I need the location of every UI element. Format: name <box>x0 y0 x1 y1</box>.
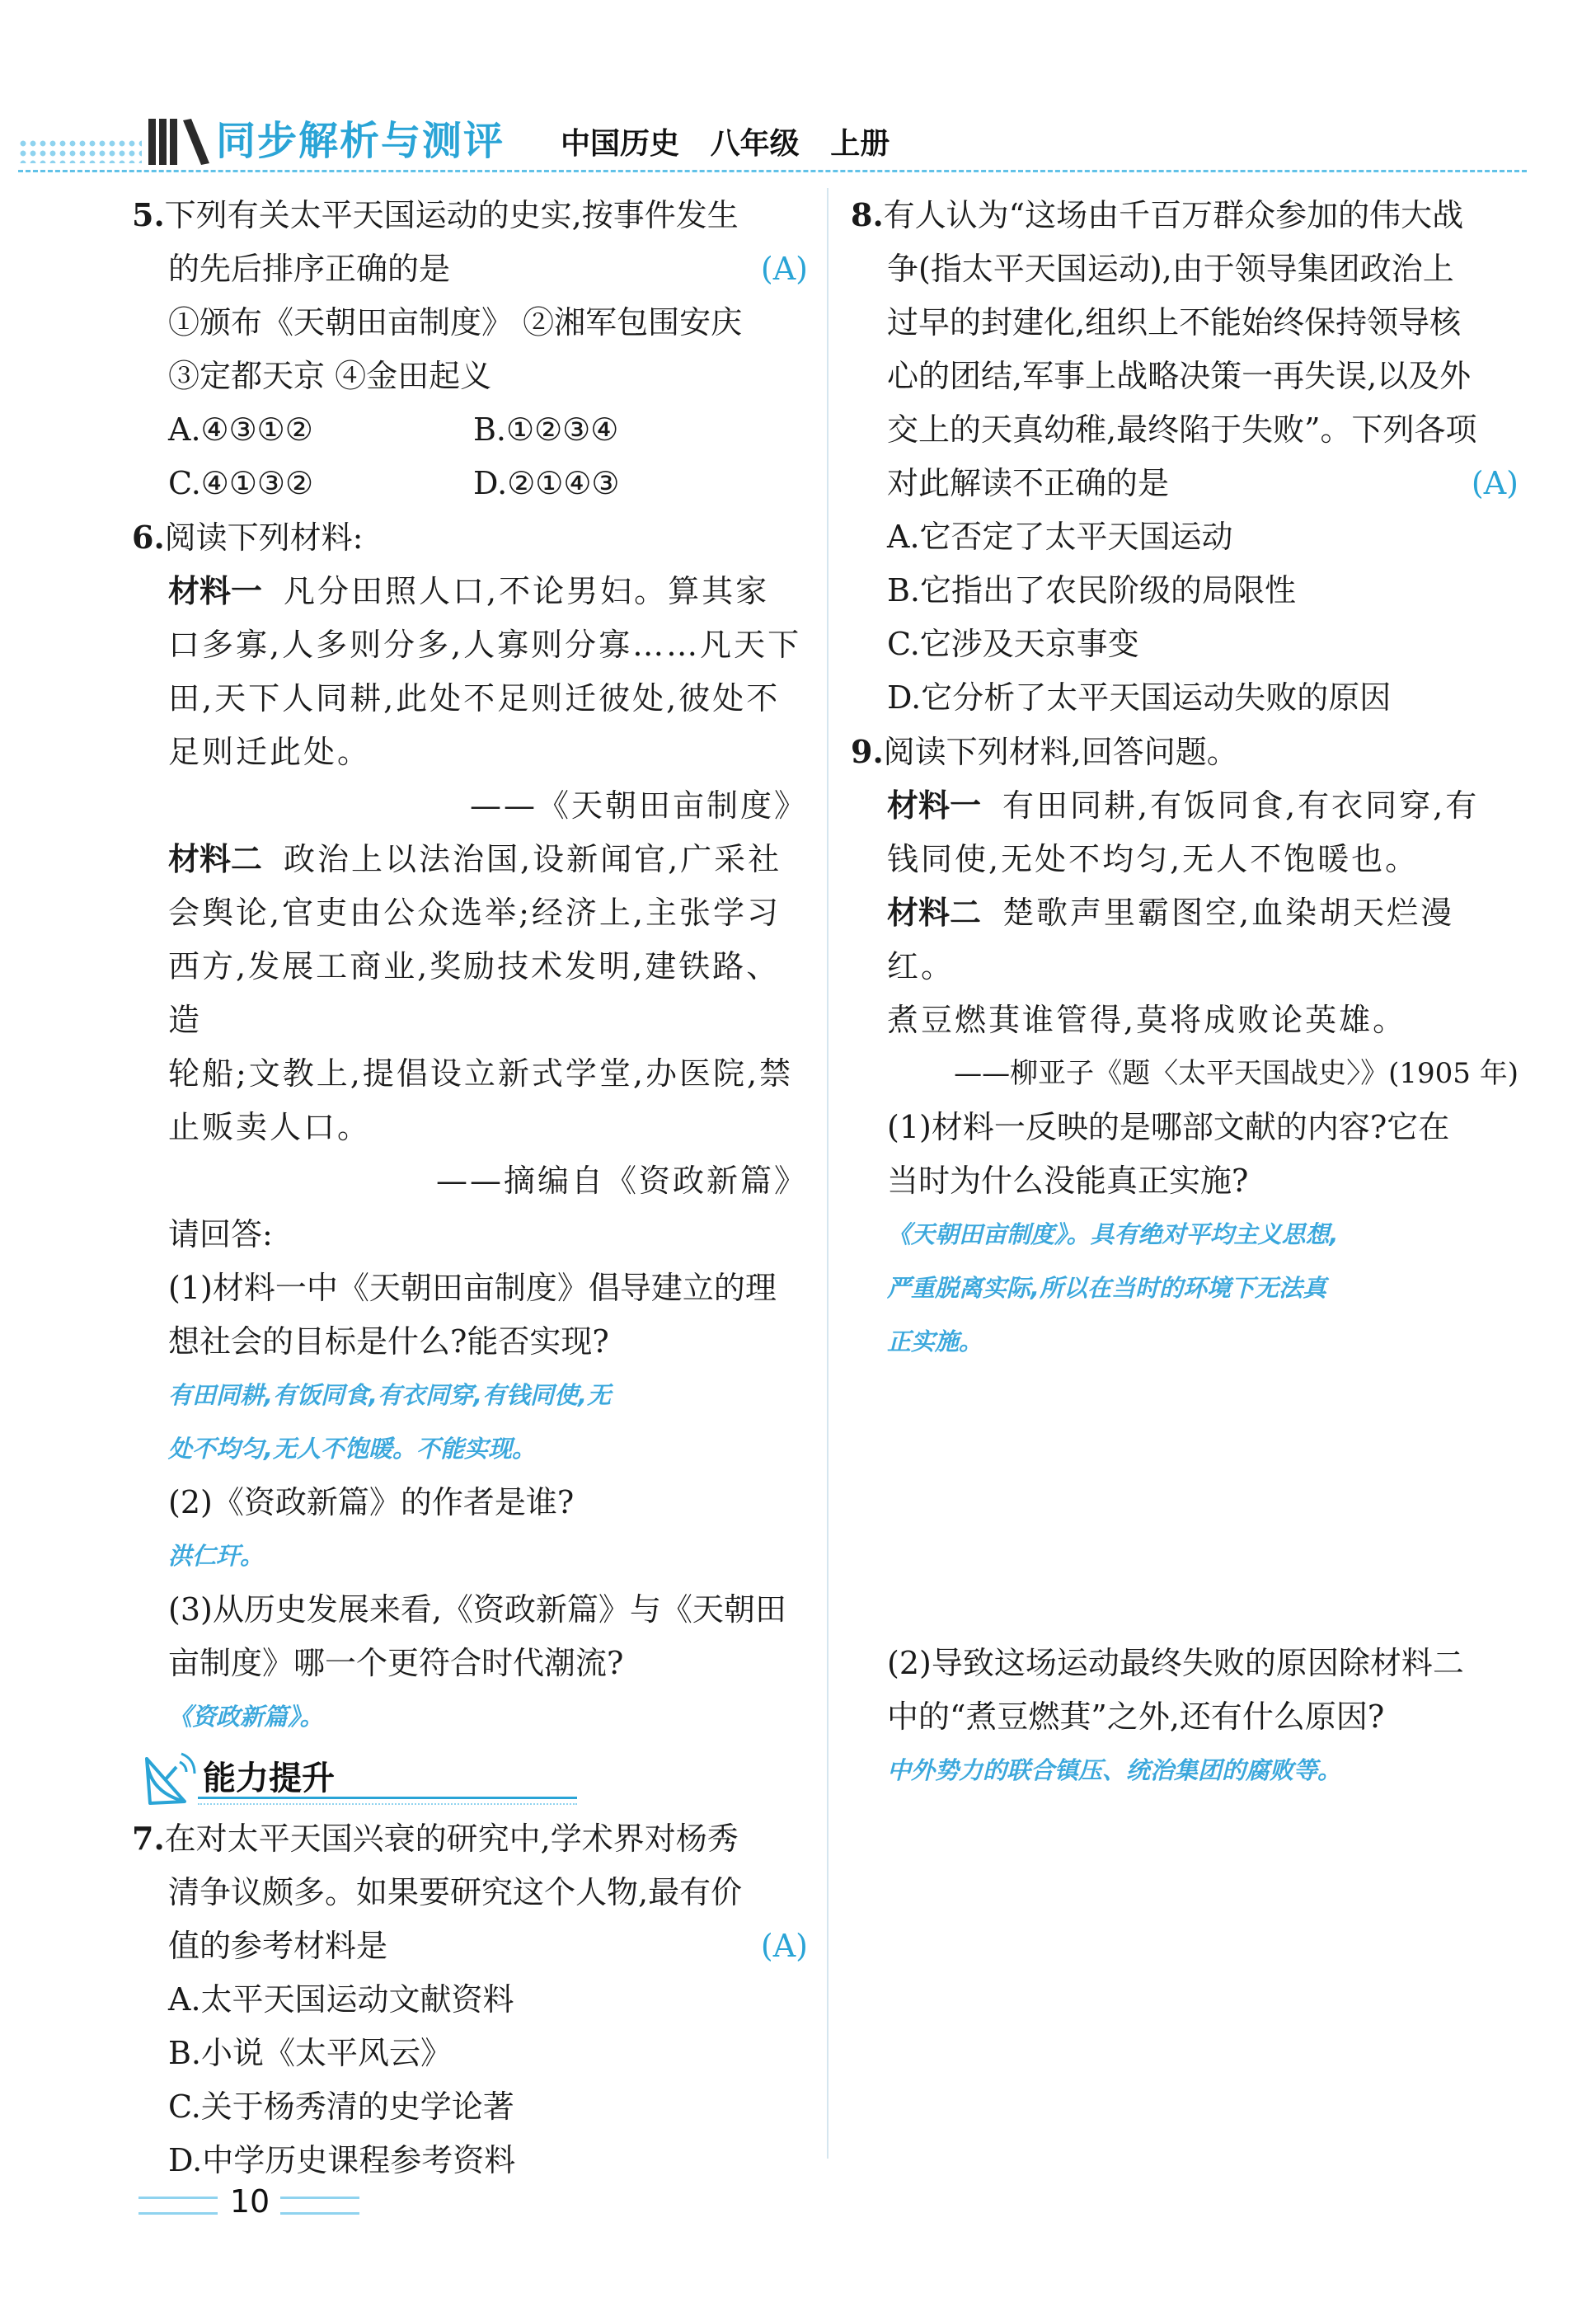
q6-sub2: (2)《资政新篇》的作者是谁? <box>168 1484 575 1520</box>
q5-option-a: A.④③①② <box>168 411 313 448</box>
q6-material-1-line-1: 材料一 凡分田照人口,不论男妇。算其家 <box>168 573 770 609</box>
q5-option-b: B.①②③④ <box>473 411 619 448</box>
q6-stem: 6.阅读下列材料: <box>132 519 364 556</box>
section-underline <box>198 1797 577 1799</box>
q8-option-c: C.它涉及天京事变 <box>887 626 1139 662</box>
q8-stem-line-2: 争(指太平天国运动),由于领导集团政治上 <box>887 251 1454 287</box>
q9-material-2-line-1: 材料二 楚歌声里霸图空,血染胡天烂漫红。 <box>887 895 1455 984</box>
q7-option-d: D.中学历史课程参考资料 <box>168 2142 516 2178</box>
q6-material-1-line-4: 足则迁此处。 <box>168 734 372 770</box>
q5-items-line-1: ①颁布《天朝田亩制度》 ②湘军包围安庆 <box>168 304 743 341</box>
q9-answer-1-line-2: 严重脱离实际,所以在当时的环境下无法真 <box>887 1274 1327 1302</box>
q6-material-2-line-1: 材料二 政治上以法治国,设新闻官,广采社 <box>168 841 782 877</box>
header-dots-decoration <box>18 139 142 163</box>
q8-stem-line-6: 对此解读不正确的是 (A) <box>851 457 1519 510</box>
q8-option-b: B.它指出了农民阶级的局限性 <box>887 572 1297 608</box>
q7-answer: (A) <box>760 1928 808 1964</box>
q6-material-2-line-5: 止贩卖人口。 <box>168 1109 372 1145</box>
q7-stem-line-2: 清争议颇多。如果要研究这个人物,最有价 <box>168 1874 743 1910</box>
q6-material-1-label: 材料一 <box>168 573 263 609</box>
q6-prompt: 请回答: <box>168 1216 273 1252</box>
q5-answer: (A) <box>760 251 808 287</box>
column-divider <box>827 188 829 2159</box>
q6-answer-1-line-2: 处不均匀,无人不饱暖。不能实现。 <box>168 1435 537 1463</box>
page-number: 10 <box>229 2183 270 2220</box>
right-column <box>851 188 1519 1797</box>
q7-option-b: B.小说《太平风云》 <box>168 2035 453 2071</box>
q9-material-1-label: 材料一 <box>887 787 982 824</box>
section-heading <box>140 1747 808 1810</box>
footer-left-lines <box>138 2197 218 2215</box>
section-underline-dotted <box>198 1803 577 1805</box>
q9-blank-space <box>851 1369 1519 1637</box>
q5-option-c: C.④①③② <box>168 465 314 501</box>
header-divider <box>18 170 1527 172</box>
books-logo-icon <box>147 115 211 167</box>
q7-stem-line-3: 值的参考材料是 (A) <box>132 1919 808 1973</box>
q7-option-c: C.关于杨秀清的史学论著 <box>168 2089 514 2125</box>
q5-options-row-1 <box>132 403 808 457</box>
section-title: 能力提升 <box>203 1760 335 1797</box>
q6-answer-1-line-1: 有田同耕,有饭同食,有衣同穿,有钱同使,无 <box>168 1381 612 1409</box>
q6-sub3-line-1: (3)从历史发展来看,《资政新篇》与《天朝田 <box>168 1591 786 1628</box>
q9-material-1-line-1: 材料一 有田同耕,有饭同食,有衣同穿,有 <box>887 787 1480 824</box>
q9-sub2-line-2: 中的“煮豆燃萁”之外,还有什么原因? <box>887 1699 1385 1735</box>
q9-material-1-line-2: 钱同使,无处不均匀,无人不饱暖也。 <box>887 841 1420 877</box>
q5-options-row-2 <box>132 457 808 510</box>
q5-stem-line-2: 的先后排序正确的是 (A) <box>132 242 808 296</box>
q9-material-2-source: ——柳亚子《题〈太平天国战史〉》(1905 年) <box>954 1057 1519 1090</box>
q9-sub1-line-1: (1)材料一反映的是哪部文献的内容?它在 <box>887 1109 1450 1145</box>
q8-stem-line-4: 心的团结,军事上战略决策一再失误,以及外 <box>887 358 1472 394</box>
q8-stem-line-1: 8.有人认为“这场由千百万群众参加的伟大战 <box>851 196 1464 233</box>
left-column <box>132 188 808 2187</box>
q8-option-a: A.它否定了太平天国运动 <box>887 519 1233 555</box>
question-9 <box>851 725 1519 1797</box>
q8-stem-line-3: 过早的封建化,组织上不能始终保持领导核 <box>887 304 1462 341</box>
q9-stem: 9.阅读下列材料,回答问题。 <box>851 733 1238 770</box>
brand-title: 同步解析与测评 <box>216 118 505 164</box>
q6-answer-3: 《资政新篇》。 <box>168 1703 324 1731</box>
q8-answer: (A) <box>1471 465 1519 501</box>
q9-material-2-label: 材料二 <box>887 895 982 931</box>
q7-option-a: A.太平天国运动文献资料 <box>168 1981 514 2018</box>
footer-right-lines <box>280 2197 359 2215</box>
q9-sub1-line-2: 当时为什么没能真正实施? <box>887 1163 1249 1199</box>
q6-sub3-line-2: 亩制度》哪一个更符合时代潮流? <box>168 1645 624 1681</box>
q7-stem-line-1: 7.在对太平天国兴衰的研究中,学术界对杨秀 <box>132 1820 739 1857</box>
q9-sub2-line-1: (2)导致这场运动最终失败的原因除材料二 <box>887 1645 1464 1681</box>
question-7 <box>132 1811 808 2187</box>
q6-material-2-source: ——摘编自《资政新篇》 <box>435 1163 808 1199</box>
question-8 <box>851 188 1519 725</box>
q6-sub1-line-2: 想社会的目标是什么?能否实现? <box>168 1323 609 1360</box>
q8-stem-line-5: 交上的天真幼稚,最终陷于失败”。下列各项 <box>887 411 1477 448</box>
satellite-dish-icon <box>140 1747 198 1810</box>
q8-option-d: D.它分析了太平天国运动失败的原因 <box>887 679 1392 716</box>
q5-option-d: D.②①④③ <box>473 465 620 501</box>
q6-material-1-line-2: 口多寡,人多则分多,人寡则分寡……凡天下 <box>168 627 802 663</box>
q9-answer-1-line-3: 正实施。 <box>887 1327 983 1356</box>
question-5 <box>132 188 808 510</box>
q6-material-2-label: 材料二 <box>168 841 263 877</box>
q6-answer-2: 洪仁玕。 <box>168 1542 265 1570</box>
question-6 <box>132 510 808 1744</box>
q5-items-line-2: ③定都天京 ④金田起义 <box>168 358 492 394</box>
q9-answer-1-line-1: 《天朝田亩制度》。具有绝对平均主义思想, <box>887 1220 1339 1248</box>
q5-stem-line-1: 5.下列有关太平天国运动的史实,按事件发生 <box>132 196 739 233</box>
q6-material-2-line-4: 轮船;文教上,提倡设立新式学堂,办医院,禁 <box>168 1055 794 1092</box>
q9-material-2-line-2: 煮豆燃萁谁管得,莫将成败论英雄。 <box>887 1002 1407 1038</box>
q6-material-1-line-3: 田,天下人同耕,此处不足则迁彼处,彼处不 <box>168 680 781 717</box>
subject-title: 中国历史 八年级 上册 <box>561 127 890 161</box>
q6-material-2-line-3: 西方,发展工商业,奖励技术发明,建铁路、造 <box>168 948 781 1038</box>
q6-material-1-source: ——《天朝田亩制度》 <box>469 787 808 824</box>
q6-material-2-line-2: 会舆论,官吏由公众选举;经济上,主张学习 <box>168 895 781 931</box>
q6-sub1-line-1: (1)材料一中《天朝田亩制度》倡导建立的理 <box>168 1270 777 1306</box>
q9-answer-2: 中外势力的联合镇压、统治集团的腐败等。 <box>887 1756 1342 1784</box>
